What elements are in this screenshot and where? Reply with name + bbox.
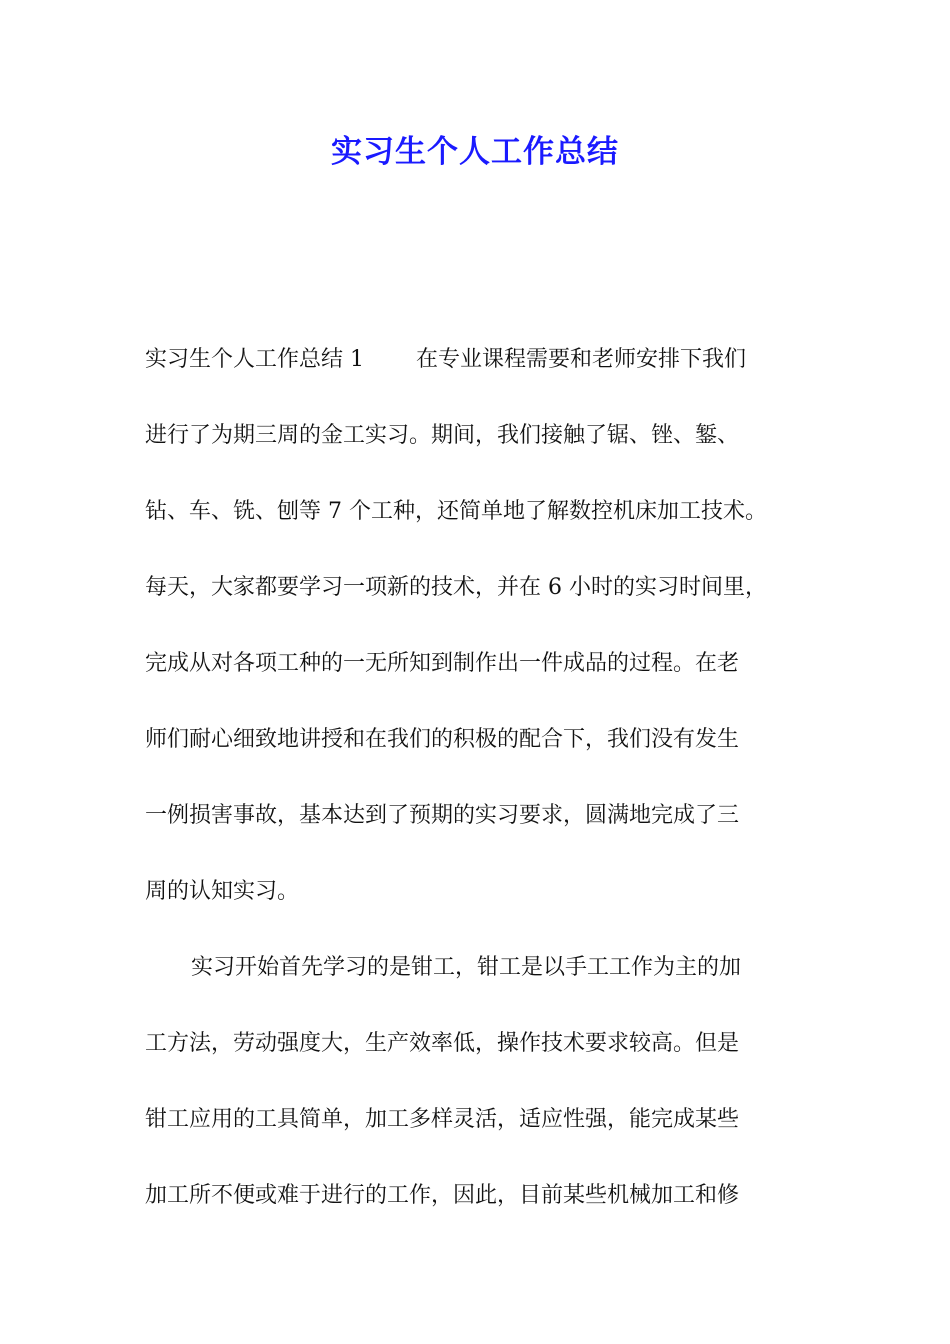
paragraph-2-line-2: 工方法，劳动强度大，生产效率低，操作技术要求较高。但是: [145, 1031, 740, 1056]
paragraph-2-line-1-text: 实习开始首先学习的是钳工，钳工是以手工工作为主的加: [191, 955, 742, 980]
paragraph-1-line-1-text: 在专业课程需要和老师安排下我们: [416, 347, 747, 372]
paragraph-1-line-2: 进行了为期三周的金工实习。期间，我们接触了锯、锉、錾、: [145, 423, 740, 448]
paragraph-1-line-5: 完成从对各项工种的一无所知到制作出一件成品的过程。在老: [145, 651, 740, 676]
section-heading: 实习生个人工作总结 1: [145, 347, 364, 372]
paragraph-1-line-6: 师们耐心细致地讲授和在我们的积极的配合下，我们没有发生: [145, 727, 740, 752]
paragraph-2-line-3: 钳工应用的工具简单，加工多样灵活，适应性强，能完成某些: [145, 1107, 740, 1132]
document-title: 实习生个人工作总结: [331, 134, 619, 170]
paragraph-1-line-8: 周的认知实习。: [145, 879, 300, 904]
paragraph-1-line-4: 每天，大家都要学习一项新的技术，并在 6 小时的实习时间里，: [145, 575, 767, 600]
paragraph-2-line-1: [145, 948, 741, 988]
paragraph-1-line-3: 钻、车、铣、刨等 7 个工种，还简单地了解数控机床加工技术。: [145, 499, 767, 524]
paragraph-1-line-7: 一例损害事故，基本达到了预期的实习要求，圆满地完成了三: [145, 803, 740, 828]
paragraph-1-line-1: [145, 340, 746, 380]
paragraph-2-line-4: 加工所不便或难于进行的工作，因此，目前某些机械加工和修: [145, 1183, 740, 1208]
